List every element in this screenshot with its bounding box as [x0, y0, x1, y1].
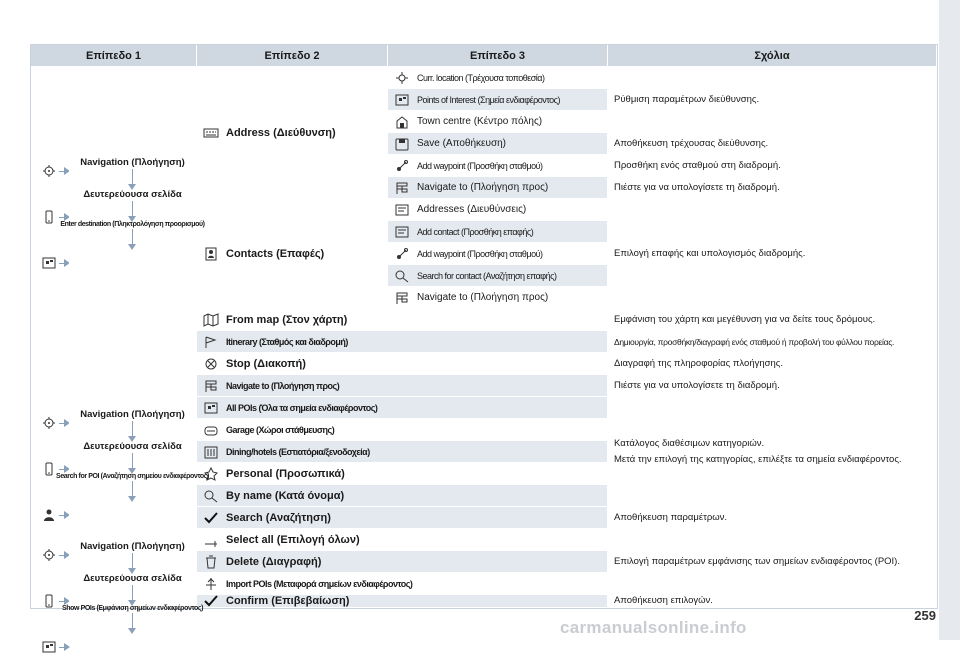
target-icon	[39, 547, 58, 563]
level2-label: Itinerary (Σταθμός και διαδρομή)	[226, 336, 348, 347]
flow-arrow	[132, 201, 133, 219]
comment-text: Διαγραφή της πληροφορίας πλοήγησης.	[614, 357, 784, 369]
level2-label: From map (Στον χάρτη)	[226, 313, 348, 326]
comment-row	[608, 309, 937, 331]
check-icon	[201, 510, 220, 526]
level2-row	[197, 463, 608, 485]
comment-text: Επιλογή παραμέτρων εμφάνισης των σημείων ενδιαφέροντος (POI).	[614, 555, 900, 567]
level2-label: Contacts (Επαφές)	[226, 247, 325, 260]
abc-search-icon	[201, 488, 220, 504]
person-icon	[39, 507, 58, 523]
flow-arrow	[59, 555, 67, 556]
level3-row	[388, 67, 608, 89]
level3-label: Navigate to (Πλοήγηση προς)	[417, 292, 549, 303]
keyboard-icon	[201, 125, 220, 141]
gps-icon	[392, 70, 411, 86]
waypoint-icon	[392, 246, 411, 262]
level2-label: Stop (Διακοπή)	[226, 357, 306, 370]
comment-text: Αποθήκευση επιλογών.	[614, 595, 713, 606]
flow-arrow	[132, 421, 133, 439]
header-level2: Επίπεδο 2	[197, 45, 388, 67]
level1-flow	[61, 529, 204, 612]
comment-search	[608, 507, 937, 529]
poi-icon	[201, 400, 220, 416]
level2-label: Import POIs (Μεταφορά σημείων ενδιαφέροντος)	[226, 578, 413, 589]
level3-row	[388, 89, 608, 111]
phone-icon	[39, 593, 58, 609]
level1-icons	[31, 67, 69, 397]
level2-row	[197, 331, 608, 353]
page-number: 259	[914, 608, 936, 623]
comment-text: Πιέστε για να υπολογίσετε τη διαδρομή.	[614, 181, 780, 193]
comment-text: Πιέστε για να υπολογίσετε τη διαδρομή.	[614, 379, 780, 391]
flow-arrow	[59, 469, 67, 470]
level1-flow	[60, 67, 205, 397]
level3-label: Curr. location (Τρέχουσα τοποθεσία)	[417, 72, 545, 83]
comment-text: Αποθήκευση παραμέτρων.	[614, 511, 728, 523]
level1-page-label: Enter destination (Πληκτρολόγηση προορισμού)	[60, 221, 205, 228]
comment-categories	[608, 397, 937, 507]
address-icon	[392, 202, 411, 218]
level2-row	[197, 397, 608, 419]
level2-row	[197, 595, 608, 608]
comment-text: Μετά την επιλογή της κατηγορίας, επιλέξτε τα σημεία ενδιαφέροντος.	[614, 453, 902, 465]
level3-label: Town centre (Κέντρο πόλης)	[417, 116, 543, 127]
flow-arrow	[59, 171, 67, 172]
level3-label: Search for contact (Αναζήτηση επαφής)	[417, 270, 557, 281]
level3-row	[388, 199, 608, 221]
level3-label: Navigate to (Πλοήγηση προς)	[417, 182, 549, 193]
comment-text: Αποθήκευση τρέχουσας διεύθυνσης.	[614, 137, 769, 149]
comment-text: Δημιουργία, προσθήκη/διαγραφή ενός σταθμού ή προβολή του φύλλου πορείας.	[614, 336, 895, 347]
level2-row	[197, 529, 608, 551]
level3-label: Save (Αποθήκευση)	[417, 138, 507, 149]
level3-row	[388, 177, 608, 199]
level3-row	[388, 287, 608, 309]
level2-label: Search (Αναζήτηση)	[226, 511, 331, 524]
level2-label: By name (Κατά όνομα)	[226, 489, 345, 502]
comment-text: Ρύθμιση παραμέτρων διεύθυνσης.	[614, 93, 760, 105]
flow-arrow	[132, 481, 133, 499]
level3-row	[388, 265, 608, 287]
comment-show-pois	[608, 529, 937, 595]
flow-arrow	[59, 647, 67, 648]
level1-subpage-label: Δευτερεύουσα σελίδα	[83, 573, 182, 584]
poi-icon	[39, 255, 58, 271]
stop-icon	[201, 356, 220, 372]
level2-row	[197, 419, 608, 441]
level2-row	[197, 573, 608, 595]
flow-arrow	[59, 423, 67, 424]
flow-arrow	[59, 263, 67, 264]
flow-arrow	[132, 585, 133, 603]
watermark: carmanualsonline.info	[560, 618, 747, 637]
level2-row	[197, 441, 608, 463]
phone-icon	[39, 209, 58, 225]
flow-arrow	[132, 229, 133, 247]
waypoint-icon	[392, 158, 411, 174]
flow-arrow	[132, 613, 133, 631]
level2-address	[197, 67, 388, 199]
comment-address	[608, 67, 937, 133]
flow-arrow	[59, 515, 67, 516]
level3-label: Addresses (Διευθύνσεις)	[417, 204, 527, 215]
comment-waypoint	[608, 155, 937, 177]
level1-flow-chart	[61, 541, 204, 633]
town-icon	[392, 114, 411, 130]
abc-search-icon	[392, 268, 411, 284]
level1-icons	[31, 397, 69, 529]
level1-flow-chart	[60, 157, 205, 249]
level2-label: All POIs (Όλα τα σημεία ενδιαφέροντος)	[226, 402, 378, 413]
level1-menu-label: Navigation (Πλοήγηση)	[80, 157, 185, 168]
comment-navigate	[608, 177, 937, 199]
level2-row	[197, 353, 608, 375]
level3-label: Add waypoint (Προσθήκη σταθμού)	[417, 248, 543, 259]
level1-icons	[31, 529, 69, 608]
level2-label: Delete (Διαγραφή)	[226, 555, 322, 568]
save-icon	[392, 136, 411, 152]
flow-arrow	[132, 169, 133, 187]
page-edge-tab	[939, 0, 960, 640]
trash-icon	[201, 554, 220, 570]
flow-arrow	[132, 453, 133, 471]
level1-flow	[56, 397, 209, 529]
garage-icon	[201, 422, 220, 438]
level3-row	[388, 111, 608, 133]
comment-row	[608, 353, 937, 375]
level2-label: Confirm (Επιβεβαίωση)	[226, 595, 350, 607]
level2-row	[197, 309, 608, 331]
level2-label: Garage (Χώροι στάθμευσης)	[226, 424, 335, 435]
flow-arrow	[132, 553, 133, 571]
target-icon	[39, 163, 58, 179]
dining-icon	[201, 444, 220, 460]
itinerary-icon	[201, 334, 220, 350]
flow-arrow	[59, 601, 67, 602]
flag-icon	[392, 290, 411, 306]
level2-label: Select all (Επιλογή όλων)	[226, 533, 360, 546]
level3-label: Add contact (Προσθήκη επαφής)	[417, 226, 534, 237]
usb-icon	[201, 576, 220, 592]
poi-icon	[392, 92, 411, 108]
poi-icon	[39, 639, 58, 655]
comment-confirm	[608, 595, 937, 608]
level2-row	[197, 485, 608, 507]
target-icon	[39, 415, 58, 431]
level1-page-label: Show POIs (Εμφάνιση σημείων ενδιαφέροντος)	[61, 605, 204, 612]
comment-text: Επιλογή επαφής και υπολογισμός διαδρομής.	[614, 247, 806, 259]
level3-row	[388, 133, 608, 155]
level3-label: Points of Interest (Σημεία ενδιαφέροντος)	[417, 94, 560, 105]
contact-icon	[201, 246, 220, 262]
level2-label: Address (Διεύθυνση)	[226, 126, 336, 139]
header-level1: Επίπεδο 1	[31, 45, 197, 67]
address-icon	[392, 224, 411, 240]
header-comments: Σχόλια	[608, 45, 937, 67]
select-all-icon	[201, 532, 220, 548]
level1-menu-label: Navigation (Πλοήγηση)	[80, 541, 185, 552]
comment-row	[608, 375, 937, 397]
level2-label: Navigate to (Πλοήγηση προς)	[226, 380, 340, 391]
map-icon	[201, 312, 220, 328]
comment-contacts	[608, 199, 937, 309]
level2-row	[197, 375, 608, 397]
header-level3: Επίπεδο 3	[388, 45, 608, 67]
level3-label: Add waypoint (Προσθήκη σταθμού)	[417, 160, 543, 171]
comment-text: Κατάλογος διαθέσιμων κατηγοριών.	[614, 437, 765, 449]
flag-icon	[201, 378, 220, 394]
level2-contacts	[197, 199, 388, 309]
level3-row	[388, 221, 608, 243]
level2-row	[197, 551, 608, 573]
comment-save	[608, 133, 937, 155]
comment-text: Εμφάνιση του χάρτη και μεγέθυνση για να δείτε τους δρόμους.	[614, 313, 876, 325]
level1-page-label: Search for POI (Αναζήτηση σημείου ενδιαφέροντος)	[56, 473, 209, 480]
comment-text: Προσθήκη ενός σταθμού στη διαδρομή.	[614, 159, 781, 171]
check-icon	[201, 593, 220, 609]
flag-icon	[392, 180, 411, 196]
level3-row	[388, 155, 608, 177]
flow-arrow	[59, 217, 67, 218]
level1-flow-chart	[56, 409, 209, 501]
level2-label: Dining/hotels (Εστιατόρια/ξενοδοχεία)	[226, 446, 370, 457]
level1-subpage-label: Δευτερεύουσα σελίδα	[83, 189, 182, 200]
level3-row	[388, 243, 608, 265]
level2-row	[197, 507, 608, 529]
menu-table	[30, 44, 938, 612]
level1-menu-label: Navigation (Πλοήγηση)	[80, 409, 185, 420]
comment-row	[608, 331, 937, 353]
level1-subpage-label: Δευτερεύουσα σελίδα	[83, 441, 182, 452]
level2-label: Personal (Προσωπικά)	[226, 467, 345, 480]
